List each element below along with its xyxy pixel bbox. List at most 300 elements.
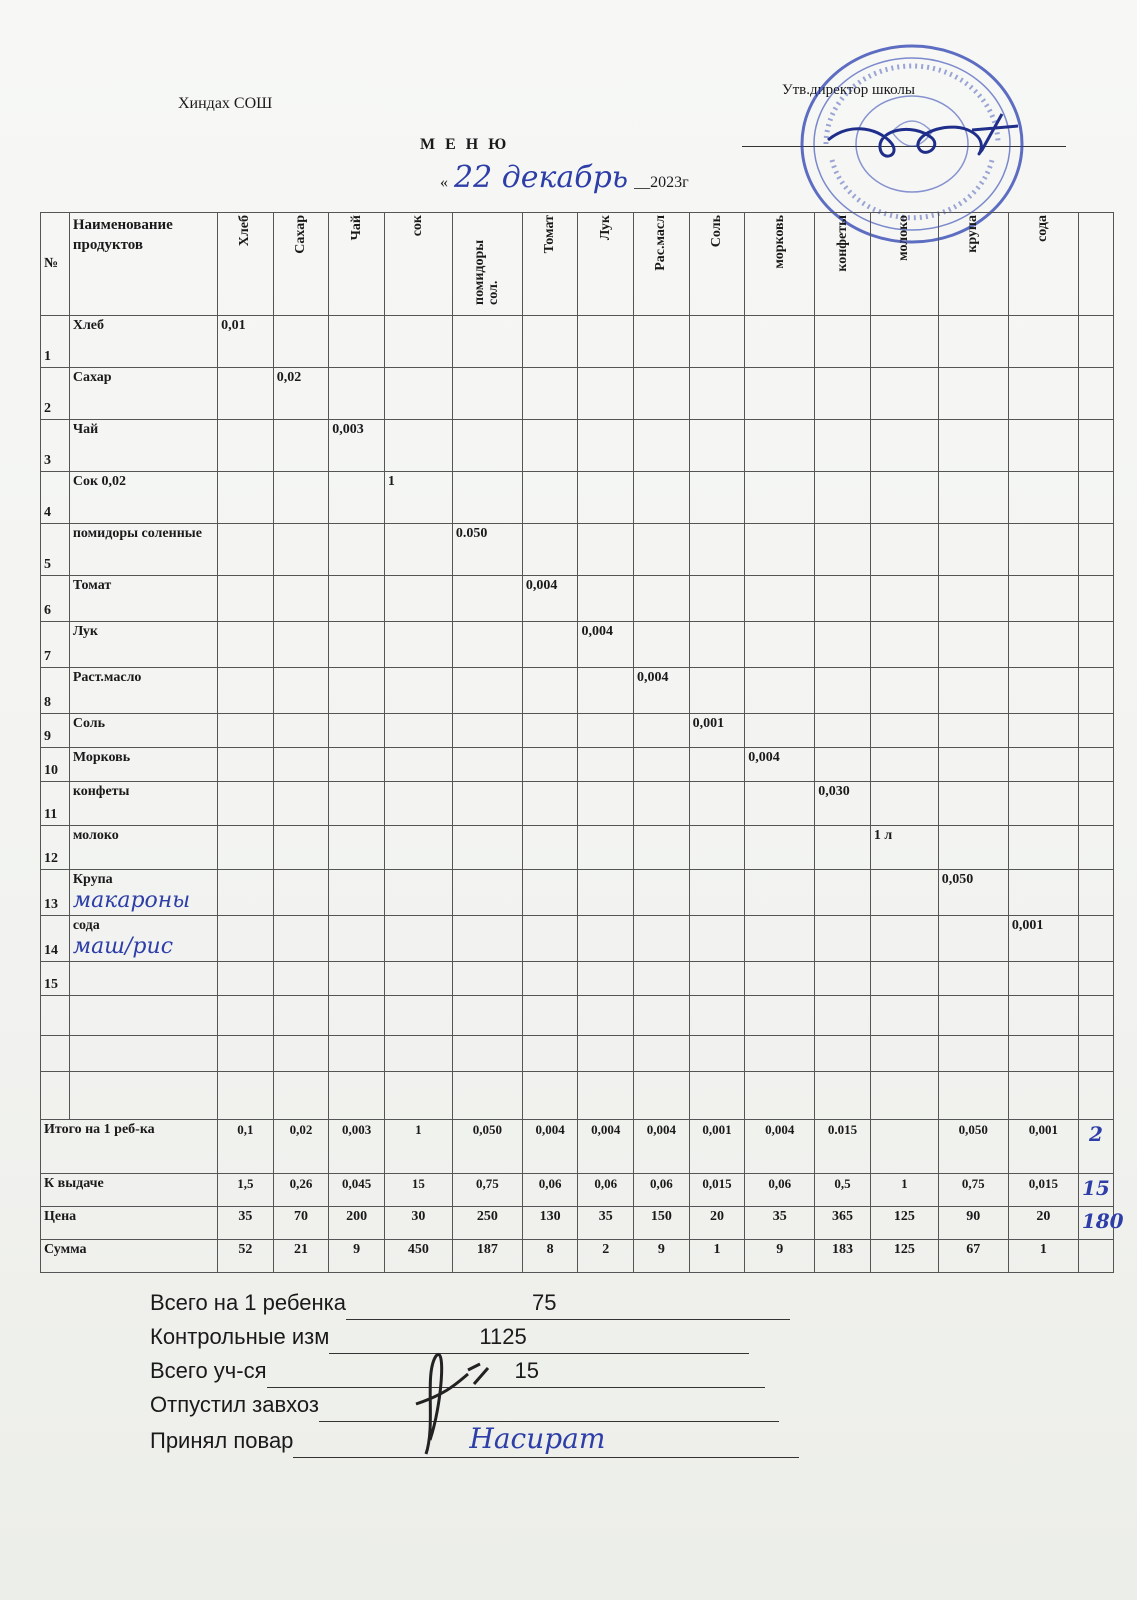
- row-cell: [578, 748, 634, 782]
- summary-value: 30: [384, 1207, 452, 1240]
- control-value: 1125: [329, 1320, 749, 1354]
- summary-value: 1: [384, 1120, 452, 1174]
- row-cell: [689, 782, 745, 826]
- summary-extra: [1078, 1174, 1113, 1207]
- row-cell: [384, 916, 452, 962]
- row-cell: [1008, 962, 1078, 996]
- row-cell: [745, 368, 815, 420]
- header-column: [689, 213, 745, 316]
- row-cell: [578, 714, 634, 748]
- row-product-label: Лук: [72, 624, 98, 639]
- blank-cell: [689, 1072, 745, 1120]
- row-cell: [273, 962, 329, 996]
- row-cell: [870, 472, 938, 524]
- row-cell: [689, 962, 745, 996]
- blank-cell: [329, 1036, 385, 1072]
- row-cell: [745, 826, 815, 870]
- table-row: [41, 748, 1114, 782]
- row-cell: [815, 782, 871, 826]
- row-cell: [870, 748, 938, 782]
- summary-value: 0,003: [329, 1120, 385, 1174]
- row-cell: [522, 316, 578, 368]
- summary-value: [870, 1120, 938, 1174]
- row-product-label: Раст.масло: [72, 670, 142, 685]
- row-cell: [578, 782, 634, 826]
- row-cell: [870, 916, 938, 962]
- row-extra: [1078, 420, 1113, 472]
- row-cell: [815, 748, 871, 782]
- row-cell: [522, 420, 578, 472]
- row-cell: [578, 472, 634, 524]
- row-cell: [384, 472, 452, 524]
- row-product-name: [69, 368, 217, 420]
- row-quantity: 0,004: [637, 670, 669, 685]
- row-product-label: молоко: [72, 828, 119, 843]
- row-handwritten-note: макароны: [72, 888, 191, 913]
- row-cell: [870, 420, 938, 472]
- students-label: Всего уч-ся: [150, 1358, 267, 1383]
- row-cell: [522, 576, 578, 622]
- column-label: Рас.масл: [653, 215, 669, 271]
- summary-value: 9: [745, 1240, 815, 1273]
- row-cell: [870, 826, 938, 870]
- row-number: 7: [41, 622, 70, 668]
- row-extra: [1078, 472, 1113, 524]
- table-row: [41, 622, 1114, 668]
- summary-handwritten-note: 180: [1081, 1209, 1124, 1233]
- blank-cell: [745, 1036, 815, 1072]
- row-cell: [522, 916, 578, 962]
- summary-value: 0,06: [745, 1174, 815, 1207]
- column-label: крупа: [965, 215, 981, 253]
- summary-value: 8: [522, 1240, 578, 1273]
- summary-value: 0,004: [522, 1120, 578, 1174]
- row-product-name: [69, 748, 217, 782]
- summary-row-issue: [41, 1174, 1114, 1207]
- blank-cell: [452, 1036, 522, 1072]
- row-cell: [1008, 668, 1078, 714]
- table-row: [41, 962, 1114, 996]
- row-cell: [522, 368, 578, 420]
- row-cell: [218, 316, 274, 368]
- blank-row: [41, 996, 1114, 1036]
- blank-cell: [41, 996, 70, 1036]
- blank-cell: [384, 996, 452, 1036]
- row-cell: [745, 782, 815, 826]
- row-cell: [384, 748, 452, 782]
- row-cell: [634, 916, 690, 962]
- header-column: [384, 213, 452, 316]
- row-cell: [815, 576, 871, 622]
- row-cell: [522, 748, 578, 782]
- row-number: 9: [41, 714, 70, 748]
- column-label: конфеты: [834, 215, 850, 272]
- row-cell: [1008, 714, 1078, 748]
- blank-cell: [273, 1036, 329, 1072]
- row-cell: [273, 748, 329, 782]
- column-label: морковь: [771, 215, 787, 269]
- row-cell: [384, 420, 452, 472]
- document-title: М Е Н Ю: [420, 136, 510, 153]
- row-cell: [634, 782, 690, 826]
- row-cell: [273, 714, 329, 748]
- row-cell: [218, 962, 274, 996]
- row-cell: [815, 826, 871, 870]
- row-cell: [870, 316, 938, 368]
- summary-value: 0,050: [938, 1120, 1008, 1174]
- row-cell: [938, 714, 1008, 748]
- summary-value: 0,004: [745, 1120, 815, 1174]
- blank-cell: [218, 1036, 274, 1072]
- blank-cell: [41, 1036, 70, 1072]
- row-cell: [218, 916, 274, 962]
- row-extra: [1078, 524, 1113, 576]
- row-cell: [578, 576, 634, 622]
- row-cell: [938, 368, 1008, 420]
- summary-extra: [1078, 1207, 1124, 1240]
- row-quantity: 0,004: [581, 624, 613, 639]
- row-cell: [815, 420, 871, 472]
- table-row: [41, 576, 1114, 622]
- row-cell: [1008, 524, 1078, 576]
- row-cell: [689, 870, 745, 916]
- row-cell: [329, 748, 385, 782]
- row-extra: [1078, 748, 1113, 782]
- blank-cell: [522, 996, 578, 1036]
- row-cell: [870, 668, 938, 714]
- blank-cell: [634, 996, 690, 1036]
- summary-value: 0,26: [273, 1174, 329, 1207]
- row-cell: [273, 524, 329, 576]
- row-cell: [273, 576, 329, 622]
- blank-cell: [384, 1036, 452, 1072]
- row-cell: [578, 870, 634, 916]
- row-cell: [1008, 316, 1078, 368]
- row-cell: [815, 962, 871, 996]
- row-cell: [1008, 622, 1078, 668]
- row-product-label: сода: [72, 918, 100, 933]
- summary-value: 9: [634, 1240, 690, 1273]
- row-cell: [218, 668, 274, 714]
- row-cell: [689, 316, 745, 368]
- row-cell: [452, 668, 522, 714]
- row-cell: [815, 668, 871, 714]
- summary-value: 0.015: [815, 1120, 871, 1174]
- row-cell: [1008, 576, 1078, 622]
- summary-extra: [1078, 1240, 1113, 1273]
- header-column: [578, 213, 634, 316]
- row-quantity: 0,004: [525, 578, 558, 593]
- row-product-label: помидоры соленные: [72, 526, 202, 541]
- row-cell: [689, 576, 745, 622]
- row-cell: [218, 472, 274, 524]
- control-label: Контрольные изм: [150, 1324, 330, 1349]
- row-cell: [273, 368, 329, 420]
- table-row: [41, 316, 1114, 368]
- row-product-name: [69, 782, 217, 826]
- header-column: [218, 213, 274, 316]
- summary-value: 0,001: [1008, 1120, 1078, 1174]
- table-row: [41, 782, 1114, 826]
- blank-cell: [745, 1072, 815, 1120]
- blank-cell: [69, 1036, 217, 1072]
- row-cell: [1008, 916, 1078, 962]
- summary-label: Сумма: [41, 1240, 218, 1273]
- summary-value: 187: [452, 1240, 522, 1273]
- blank-cell: [578, 1036, 634, 1072]
- blank-cell: [938, 1036, 1008, 1072]
- row-number: 13: [41, 870, 70, 916]
- row-cell: [938, 748, 1008, 782]
- row-cell: [452, 576, 522, 622]
- row-cell: [452, 870, 522, 916]
- blank-cell: [578, 1072, 634, 1120]
- summary-value: 200: [329, 1207, 385, 1240]
- blank-cell: [870, 996, 938, 1036]
- row-cell: [870, 576, 938, 622]
- blank-cell: [452, 996, 522, 1036]
- row-cell: [329, 782, 385, 826]
- date-handwritten: 22 декабрь: [454, 160, 629, 195]
- row-cell: [522, 714, 578, 748]
- released-label: Отпустил завхоз: [150, 1392, 320, 1417]
- row-cell: [452, 826, 522, 870]
- row-cell: [452, 622, 522, 668]
- row-cell: [745, 714, 815, 748]
- summary-value: 150: [634, 1207, 690, 1240]
- row-cell: [634, 870, 690, 916]
- row-cell: [689, 622, 745, 668]
- row-cell: [634, 826, 690, 870]
- summary-value: 0,015: [1008, 1174, 1078, 1207]
- summary-row-price: [41, 1207, 1114, 1240]
- row-extra: [1078, 368, 1113, 420]
- row-cell: [938, 316, 1008, 368]
- table-row: [41, 524, 1114, 576]
- row-cell: [218, 622, 274, 668]
- row-extra: [1078, 576, 1113, 622]
- blank-cell: [1008, 996, 1078, 1036]
- row-number: 5: [41, 524, 70, 576]
- blank-cell: [1078, 996, 1113, 1036]
- row-cell: [522, 782, 578, 826]
- column-label: Чай: [348, 215, 364, 241]
- row-cell: [384, 870, 452, 916]
- row-cell: [870, 870, 938, 916]
- summary-value: 1,5: [218, 1174, 274, 1207]
- row-cell: [745, 916, 815, 962]
- row-cell: [384, 668, 452, 714]
- row-cell: [522, 826, 578, 870]
- row-number: 11: [41, 782, 70, 826]
- per-child-label: Всего на 1 ребенка: [150, 1290, 346, 1315]
- row-cell: [384, 368, 452, 420]
- row-number: 2: [41, 368, 70, 420]
- row-cell: [452, 962, 522, 996]
- menu-date: « 22 декабрь __2023г: [440, 160, 689, 195]
- table-row: [41, 870, 1114, 916]
- row-cell: [634, 622, 690, 668]
- blank-cell: [689, 1036, 745, 1072]
- summary-value: 0,5: [815, 1174, 871, 1207]
- director-signature: [822, 100, 1022, 180]
- table-row: [41, 826, 1114, 870]
- row-cell: [578, 668, 634, 714]
- row-cell: [578, 826, 634, 870]
- row-cell: [578, 962, 634, 996]
- row-cell: [384, 622, 452, 668]
- row-product-name: [69, 714, 217, 748]
- row-cell: [1008, 472, 1078, 524]
- row-cell: [938, 668, 1008, 714]
- row-cell: [689, 826, 745, 870]
- summary-handwritten-note: 15: [1081, 1176, 1110, 1200]
- row-cell: [745, 962, 815, 996]
- summary-value: 0,001: [689, 1120, 745, 1174]
- row-cell: [273, 916, 329, 962]
- row-cell: [938, 420, 1008, 472]
- row-cell: [452, 782, 522, 826]
- summary-value: 0,06: [522, 1174, 578, 1207]
- blank-cell: [870, 1036, 938, 1072]
- summary-value: 183: [815, 1240, 871, 1273]
- row-cell: [634, 748, 690, 782]
- row-cell: [384, 576, 452, 622]
- row-cell: [815, 622, 871, 668]
- summary-value: 1: [1008, 1240, 1078, 1273]
- row-cell: [870, 962, 938, 996]
- summary-value: 2: [578, 1240, 634, 1273]
- row-product-label: Чай: [72, 422, 99, 437]
- summary-value: 0,050: [452, 1120, 522, 1174]
- summary-value: 90: [938, 1207, 1008, 1240]
- row-cell: [689, 916, 745, 962]
- blank-cell: [634, 1036, 690, 1072]
- summary-value: 130: [522, 1207, 578, 1240]
- row-cell: [938, 524, 1008, 576]
- row-product-label: Сахар: [72, 370, 112, 385]
- summary-label: Цена: [41, 1207, 218, 1240]
- row-quantity: 0,001: [1011, 918, 1044, 933]
- row-cell: [1008, 748, 1078, 782]
- row-cell: [634, 668, 690, 714]
- summary-value: 67: [938, 1240, 1008, 1273]
- blank-cell: [69, 996, 217, 1036]
- row-cell: [1008, 782, 1078, 826]
- row-product-name: [69, 472, 217, 524]
- summary-value: 0,06: [634, 1174, 690, 1207]
- blank-cell: [522, 1036, 578, 1072]
- date-quote: «: [440, 174, 448, 191]
- row-cell: [329, 870, 385, 916]
- row-product-name: [69, 916, 217, 962]
- summary-value: 0,045: [329, 1174, 385, 1207]
- blank-cell: [218, 996, 274, 1036]
- column-label: помидоры сол.: [472, 239, 502, 305]
- row-number: 14: [41, 916, 70, 962]
- row-cell: [522, 622, 578, 668]
- row-product-name: [69, 524, 217, 576]
- row-cell: [745, 870, 815, 916]
- row-cell: [329, 622, 385, 668]
- row-cell: [578, 316, 634, 368]
- blank-cell: [578, 996, 634, 1036]
- accepted-label: Принял повар: [150, 1428, 294, 1453]
- header-column: [870, 213, 938, 316]
- row-cell: [815, 870, 871, 916]
- blank-cell: [870, 1072, 938, 1120]
- row-cell: [329, 576, 385, 622]
- column-label: Томат: [542, 215, 558, 254]
- row-cell: [689, 668, 745, 714]
- blank-cell: [69, 1072, 217, 1120]
- row-product-name: [69, 420, 217, 472]
- row-cell: [1008, 420, 1078, 472]
- header-column: [522, 213, 578, 316]
- row-quantity: 0,030: [818, 784, 850, 799]
- row-cell: [522, 668, 578, 714]
- blank-cell: [938, 996, 1008, 1036]
- row-cell: [329, 472, 385, 524]
- row-cell: [634, 420, 690, 472]
- summary-row-totals: [41, 1120, 1114, 1174]
- row-quantity: 0,02: [276, 370, 302, 385]
- row-cell: [452, 916, 522, 962]
- blank-cell: [1008, 1036, 1078, 1072]
- blank-cell: [815, 1072, 871, 1120]
- row-product-label: Хлеб: [72, 318, 105, 333]
- summary-value: 250: [452, 1207, 522, 1240]
- row-cell: [218, 714, 274, 748]
- summary-value: 35: [218, 1207, 274, 1240]
- row-cell: [522, 870, 578, 916]
- row-cell: [689, 714, 745, 748]
- blank-cell: [273, 1072, 329, 1120]
- row-cell: [815, 472, 871, 524]
- row-product-name: [69, 826, 217, 870]
- row-cell: [329, 368, 385, 420]
- row-number: 1: [41, 316, 70, 368]
- summary-label: К выдаче: [41, 1174, 218, 1207]
- row-cell: [384, 826, 452, 870]
- table-row: [41, 420, 1114, 472]
- row-number: 8: [41, 668, 70, 714]
- row-cell: [870, 368, 938, 420]
- row-extra: [1078, 316, 1113, 368]
- row-cell: [329, 714, 385, 748]
- row-cell: [452, 748, 522, 782]
- summary-row-sum: [41, 1240, 1114, 1273]
- row-cell: [273, 420, 329, 472]
- row-number: 10: [41, 748, 70, 782]
- row-cell: [938, 622, 1008, 668]
- header-number: №: [41, 213, 70, 316]
- row-quantity: 0.050: [455, 526, 488, 541]
- blank-cell: [384, 1072, 452, 1120]
- row-cell: [273, 668, 329, 714]
- row-cell: [578, 916, 634, 962]
- row-extra: [1078, 916, 1113, 962]
- summary-value: 365: [815, 1207, 871, 1240]
- column-label: молоко: [896, 215, 912, 261]
- row-cell: [938, 576, 1008, 622]
- row-cell: [938, 472, 1008, 524]
- row-cell: [218, 826, 274, 870]
- row-cell: [522, 962, 578, 996]
- row-quantity: 1: [387, 474, 395, 489]
- blank-cell: [522, 1072, 578, 1120]
- footer-per-child: [150, 1286, 799, 1320]
